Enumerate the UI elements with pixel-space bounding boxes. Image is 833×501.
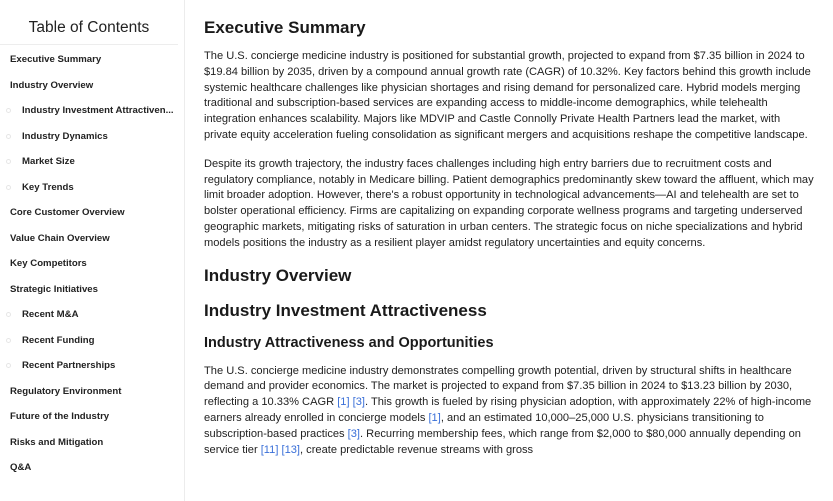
subsection-title-attractiveness-opportunities: Industry Attractiveness and Opportunities xyxy=(204,334,494,351)
toc-item-label: Recent Partnerships xyxy=(22,360,116,372)
text-run: , create predictable revenue streams with gross xyxy=(300,443,534,456)
citation-link[interactable]: [11] xyxy=(260,443,279,456)
toc-item[interactable] xyxy=(0,379,184,405)
toc-item[interactable] xyxy=(0,277,184,303)
citation-link[interactable]: [3] xyxy=(347,427,361,440)
toc-item[interactable] xyxy=(0,328,184,354)
toc-item[interactable] xyxy=(0,251,184,277)
toc-item-label: Recent Funding xyxy=(22,334,95,346)
toc-item-label: Risks and Mitigation xyxy=(10,436,104,448)
section-title-investment-attractiveness: Industry Investment Attractiveness xyxy=(204,300,487,320)
attractiveness-paragraph xyxy=(204,364,816,459)
bullet-icon xyxy=(6,363,11,368)
toc-item[interactable] xyxy=(0,455,184,481)
toc-item[interactable] xyxy=(0,404,184,430)
toc-item-label: Strategic Initiatives xyxy=(10,283,98,295)
toc-item[interactable] xyxy=(0,200,184,226)
citation-link[interactable]: [3] xyxy=(352,396,365,409)
bullet-icon xyxy=(6,159,11,164)
toc-item[interactable] xyxy=(0,124,184,150)
toc-item-label: Future of the Industry xyxy=(10,411,110,423)
toc-item-label: Key Competitors xyxy=(10,258,87,270)
executive-summary-paragraph-1: The U.S. concierge medicine industry is positioned for substantial growth, projected to expand from $7.35 billion in 2024 to $19.84 billion by 2035, driven by a compound annual growth rate (CAGR) of 10.32%. Key factors behind this growth include systemic healthcare challenges like physician shortages and rising demand for personalized care. Hybrid models merging traditional and subscription-based services are expanding access to middle-income demographics, while telehealth integration enhances scalability. Majors like MDVIP and Castle Connolly Private Health Partners lead the market, with private equity acceleration fueling consolidation as significant mergers and acquisitions reshape the competitive landscape. xyxy=(204,50,811,141)
executive-summary-paragraph-2: Despite its growth trajectory, the industry faces challenges including high entry barriers due to recruitment costs and regulatory compliance, notably in Medicare billing. Patient demographics predominantly skew toward the affluent, which may limit broader adoption. However, there's a robust opportunity in technological advancements—AI and telehealth are set to bolster operational efficiency. Firms are capitalizing on expanding corporate wellness programs and targeting underserved geographic markets, mitigating risks of saturation in urban centers. The strategic focus on niche specializations and hybrid models positions the industry as a resilient player amidst regulatory uncertainties and equity concerns. xyxy=(204,157,814,249)
toc-item[interactable] xyxy=(0,353,184,379)
bullet-icon xyxy=(6,312,11,317)
report-content xyxy=(204,0,816,471)
citation-link[interactable]: [1] xyxy=(337,396,350,409)
toc-item[interactable] xyxy=(0,47,184,73)
bullet-icon xyxy=(6,338,11,343)
toc-item[interactable] xyxy=(0,73,184,99)
bullet-icon xyxy=(6,185,11,190)
toc-item-label: Key Trends xyxy=(22,181,74,193)
text-run: The U.S. concierge medicine industry demonstrates compelling growth potential, driven by structural shifts in healthcare demand and provider economics. The market is projected to expand from $7.35 billion in 2024 to $13.23 billion by 2030, reflecting a 10.33% CAGR xyxy=(204,364,793,409)
text-run: . This growth is fueled by rising physician adoption, with approximately 22% of high-income earners already enrolled in concierge models xyxy=(204,396,812,424)
citation-link[interactable]: [1] xyxy=(428,411,441,424)
toc-item-label: Industry Investment Attractiven... xyxy=(22,105,174,117)
toc-item-label: Value Chain Overview xyxy=(10,232,110,244)
toc-item-label: Recent M&A xyxy=(22,309,79,321)
text-run: . Recurring membership fees, which range from $2,000 to $80,000 annually depending on service tier xyxy=(204,427,801,456)
toc-title: Table of Contents xyxy=(0,0,178,45)
table-of-contents-sidebar xyxy=(0,0,185,501)
toc-item-label: Market Size xyxy=(22,156,75,168)
toc-item[interactable] xyxy=(0,302,184,328)
toc-item[interactable] xyxy=(0,175,184,201)
section-title-executive-summary: Executive Summary xyxy=(204,18,366,37)
toc-item-label: Q&A xyxy=(10,462,32,474)
toc-item-label: Industry Dynamics xyxy=(22,130,108,142)
toc-item-label: Executive Summary xyxy=(10,54,102,66)
section-title-industry-overview: Industry Overview xyxy=(204,265,352,285)
bullet-icon xyxy=(6,108,11,113)
toc-list xyxy=(0,45,184,481)
toc-item[interactable] xyxy=(0,98,184,124)
bullet-icon xyxy=(6,134,11,139)
toc-item[interactable] xyxy=(0,226,184,252)
toc-item-label: Regulatory Environment xyxy=(10,385,122,397)
toc-item[interactable] xyxy=(0,149,184,175)
toc-item[interactable] xyxy=(0,430,184,456)
toc-item-label: Core Customer Overview xyxy=(10,207,125,219)
citation-link[interactable]: [13] xyxy=(281,443,301,456)
text-run: , and an estimated 10,000–25,000 U.S. physicians transitioning to subscription-based practices xyxy=(204,411,764,440)
toc-item-label: Industry Overview xyxy=(10,79,94,91)
